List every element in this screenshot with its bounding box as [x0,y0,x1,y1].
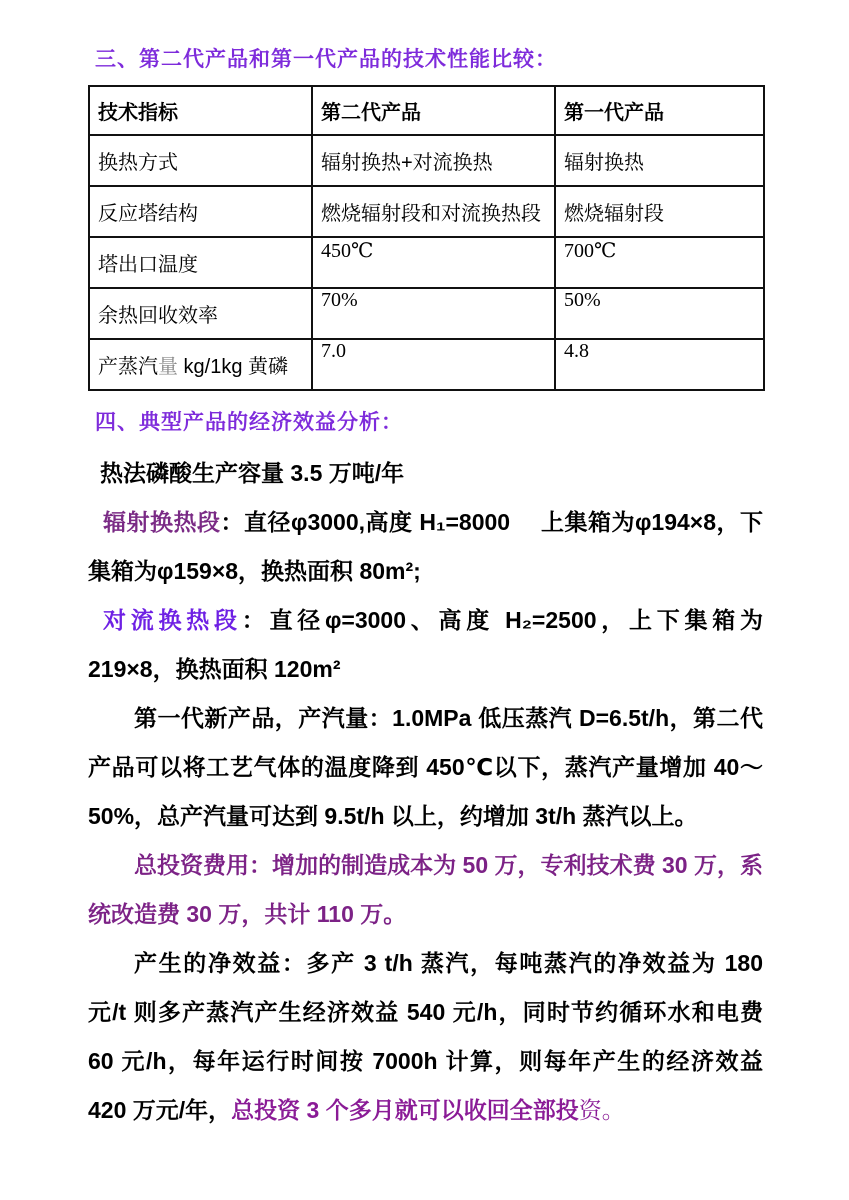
column-header-gen2: 第二代产品 [312,86,555,135]
radiation-section-label: 辐射换热段 [103,509,221,535]
table-row [89,135,764,186]
section-3-title: 三、第二代产品和第一代产品的技术性能比较： [95,47,557,71]
column-header-indicator: 技术指标 [89,86,312,135]
payback-highlight-regular: 资。 [578,1097,625,1123]
table-row [89,186,764,237]
table-row [89,339,764,390]
row-label-gray-char: 量 [158,356,178,378]
row-label: 换热方式 [89,135,312,186]
row-label-unit: kg/1kg 黄磷 [178,356,289,378]
row-label: 余热回收效率 [89,288,312,339]
table-row [89,237,764,288]
gen1-value: 50% [555,288,764,339]
row-label-text: 产蒸汽 [98,356,158,378]
payback-highlight-bold: 总投资 3 个多月就可以收回全部投 [231,1097,579,1123]
comparison-table [88,85,765,391]
row-label: 塔出口温度 [89,237,312,288]
radiation-section-text: ：直径φ3000,高度 H₁=8000 上集箱为φ194×8，下集箱为φ159×8，换热面积 80m²; [88,509,764,584]
paragraph-net-benefit [88,939,763,1135]
gen2-value: 燃烧辐射段和对流换热段 [312,186,555,237]
column-header-gen1: 第一代产品 [555,86,764,135]
gen2-value: 7.0 [312,339,555,390]
gen1-value: 4.8 [555,339,764,390]
paragraph-investment: 总投资费用：增加的制造成本为 50 万，专利技术费 30 万，系统改造费 30 万，共计 110 万。 [88,852,763,927]
table-header-row [89,86,764,135]
convection-section-text: ：直径φ=3000、高度 H₂=2500，上下集箱为 219×8，换热面积 120m² [88,607,763,682]
section-4-title: 四、典型产品的经济效益分析： [95,410,403,434]
paragraph-first-gen: 第一代新产品，产汽量：1.0MPa 低压蒸汽 D=6.5t/h，第二代产品可以将工艺气体的温度降到 450℃以下，蒸汽产量增加 40～50%，总产汽量可达到 9.5t/h 以上，约增加 3t/h 蒸汽以上。 [88,705,763,829]
paragraph-radiation-section [88,498,763,596]
table-row [89,288,764,339]
gen2-value: 辐射换热+对流换热 [312,135,555,186]
convection-section-label: 对流换热段 [103,607,242,633]
paragraph-convection-section [88,596,763,694]
gen1-value: 700℃ [555,237,764,288]
gen2-value: 450℃ [312,237,555,288]
gen1-value: 燃烧辐射段 [555,186,764,237]
net-benefit-text: 产生的净效益：多产 3 t/h 蒸汽，每吨蒸汽的净效益为 180 元/t 则多产蒸汽产生经济效益 540 元/h，同时节约循环水和电费 60 元/h，每年运行时间按 7000h 计算，则每年产生的经济效益 420 万元/年， [88,950,763,1123]
gen1-value: 辐射换热 [555,135,764,186]
analysis-body [88,449,763,1135]
gen2-value: 70% [312,288,555,339]
row-label: 反应塔结构 [89,186,312,237]
paragraph-capacity: 热法磷酸生产容量 3.5 万吨/年 [100,460,405,486]
row-label [89,339,312,390]
